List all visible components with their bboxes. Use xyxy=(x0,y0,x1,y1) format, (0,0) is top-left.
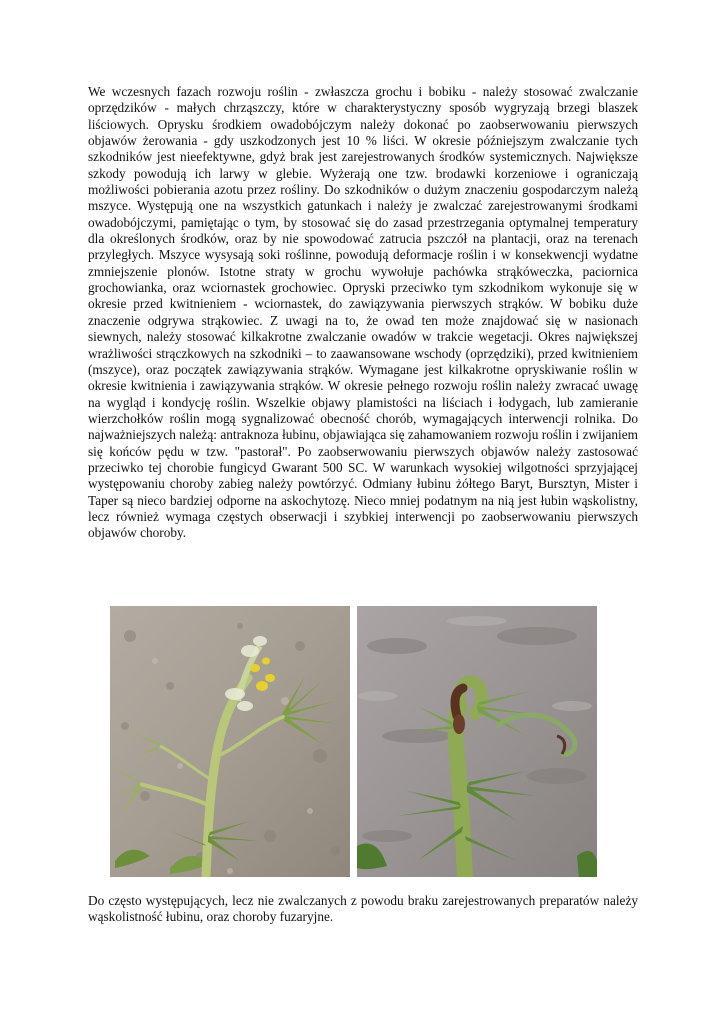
lupin-plant-photo xyxy=(110,606,350,877)
footer-paragraph: Do często występujących, lecz nie zwalczanych z powodu braku zarejestrowanych preparatów należy wąskolistność łubinu, oraz choroby fuzaryjne. xyxy=(88,893,638,925)
body-paragraph: We wczesnych fazach rozwoju roślin - zwłaszcza grochu i bobiku - należy stosować zwalczanie oprzędzików - małych chrząszczy, które w charakterystyczny sposób wygryzają brzegi blaszek liściowych. Oprysku środkiem owadobójczym należy dokonać po zaobserwowaniu pierwszych objawów żerowania - gdy uszkodzonych jest 10 % liści. W okresie późniejszym zwalczanie tych szkodników jest nieefektywne, gdyż brak jest zarejestrowanych środków systemicznych. Największe szkody powodują ich larwy w glebie. Wyżerają one tzw. brodawki korzeniowe i ograniczają możliwości pobierania azotu przez rośliny. Do szkodników o dużym znaczeniu gospodarczym należą mszyce. Występują one na wszystkich gatunkach i należy je zwalczać zarejestrowanymi środkami owadobójczymi, pamiętając o tym, by stosować się do zasad przestrzegania optymalnej temperatury dla określonych środków, oraz by nie spowodować zatrucia pszczół na plantacji, oraz na terenach przyległych. Mszyce wysysają soki roślinne, powodują deformacje roślin i w konsekwencji wydatne zmniejszenie plonów. Istotne straty w grochu wywołuje pachówka strąkóweczka, paciornica grochowianka, oraz wciornastek grochowiec. Opryski przeciwko tym szkodnikom wykonuje się w okresie przed kwitnieniem - wciornastek, do zawiązywania pierwszych strąków. W bobiku duże znaczenie odgrywa strąkowiec. Z uwagi na to, że owad ten może znajdować się w nasionach siewnych, należy stosować kilkakrotne zwalczanie owadów w trakcie wegetacji. Okres największej wrażliwości strączkowych na szkodniki – to zaawansowane wschody (oprzędziki), przed kwitnieniem (mszyce), oraz początek zawiązywania strąków. Wymagane jest kilkakrotne opryskiwanie roślin w okresie kwitnienia i zawiązywania strąków. W okresie pełnego rozwoju roślin należy zwracać uwagę na wygląd i kondycję roślin. Wszelkie objawy plamistości na liściach i łodygach, lub zamieranie wierzchołków roślin mogą sygnalizować obecność chorób, wymagających interwencji rolnika. Do najważniejszych należą: antraknoza łubinu, objawiająca się zahamowaniem rozwoju roślin i zwijaniem się końców pędu w tzw. "pastorał". Po zaobserwowaniu pierwszych objawów należy zastosować przeciwko tej chorobie fungicyd Gwarant 500 SC. W warunkach wysokiej wilgotności sprzyjającej występowaniu choroby zabieg należy powtórzyć. Odmiany łubinu żółtego Baryt, Bursztyn, Mister i Taper są nieco bardziej odporne na askochytozę. Nieco mniej podatnym na nią jest łubin wąskolistny, lecz również wymaga częstych obserwacji i szybkiej interwencji po zaobserwowaniu pierwszych objawów choroby. xyxy=(88,84,638,541)
lupin-anthracnose-photo xyxy=(357,606,597,877)
